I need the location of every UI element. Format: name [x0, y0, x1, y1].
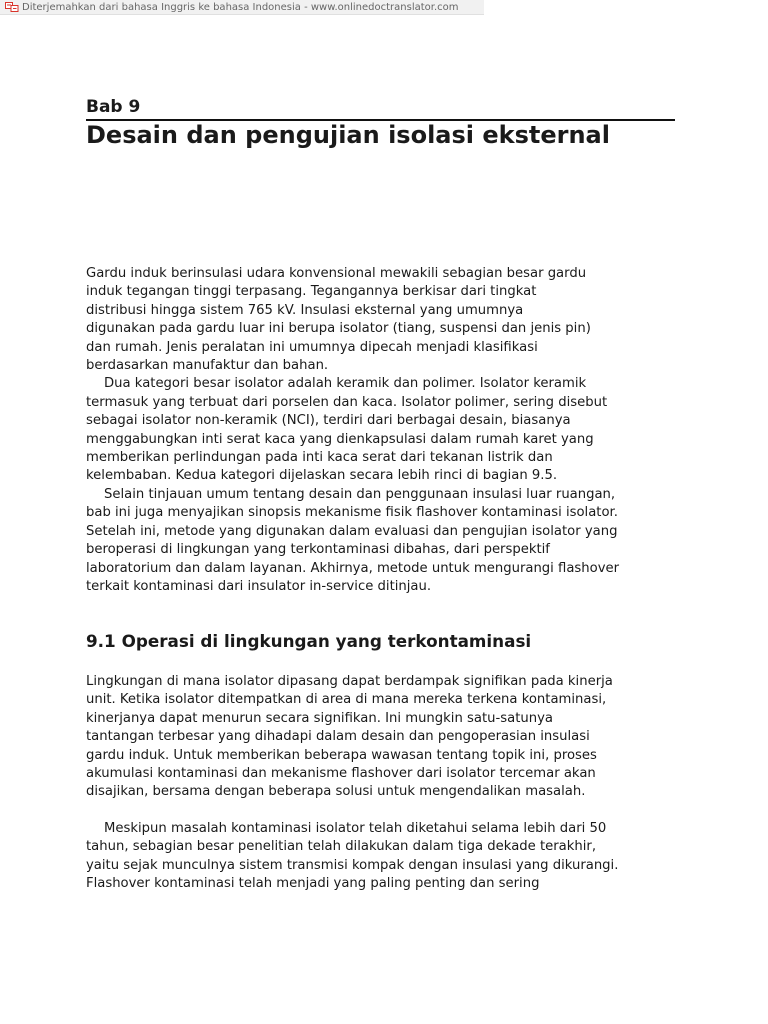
text-line: tantangan terbesar yang dihadapi dalam desain dan pengoperasian insulasi [86, 729, 590, 745]
text-line: laboratorium dan dalam layanan. Akhirnya, metode untuk mengurangi flashover [86, 560, 620, 576]
text-line: gardu induk. Untuk memberikan beberapa wawasan tentang topik ini, proses [86, 747, 597, 763]
intro-paragraph-3 [86, 486, 686, 596]
text-line: kelembaban. Kedua kategori dijelaskan secara lebih rinci di bagian 9.5. [86, 468, 558, 484]
text-line: Meskipun masalah kontaminasi isolator telah diketahui selama lebih dari 50 [104, 821, 607, 836]
translator-banner-text[interactable]: Diterjemahkan dari bahasa Inggris ke bahasa Indonesia - www.onlinedoctranslator.com [22, 1, 459, 13]
section-heading: 9.1 Operasi di lingkungan yang terkontaminasi [86, 631, 532, 651]
text-line: berdasarkan manufaktur dan bahan. [86, 358, 329, 374]
text-line: terkait kontaminasi dari insulator in-service ditinjau. [86, 578, 432, 594]
text-line: yaitu sejak munculnya sistem transmisi kompak dengan insulasi yang dikurangi. [86, 857, 619, 873]
text-line: Selain tinjauan umum tentang desain dan penggunaan insulasi luar ruangan, [104, 486, 616, 502]
text-line: digunakan pada gardu luar ini berupa isolator (tiang, suspensi dan jenis pin) [86, 321, 591, 337]
text-line: tahun, sebagian besar penelitian telah dilakukan dalam tiga dekade terakhir, [86, 839, 597, 855]
text-line: Gardu induk berinsulasi udara konvensional mewakili sebagian besar gardu [86, 266, 587, 281]
text-line: Lingkungan di mana isolator dipasang dapat berdampak signifikan pada kinerja [86, 674, 613, 689]
chapter-label: Bab 9 [86, 97, 141, 117]
intro-paragraph-1 [86, 265, 686, 375]
text-line: akumulasi kontaminasi dan mekanisme flashover dari isolator tercemar akan [86, 766, 596, 782]
text-line: Dua kategori besar isolator adalah keramik dan polimer. Isolator keramik [104, 376, 587, 392]
text-line: sebagai isolator non-keramik (NCI), terdiri dari berbagai desain, biasanya [86, 413, 571, 429]
text-line: Flashover kontaminasi telah menjadi yang paling penting dan sering [86, 876, 540, 892]
text-line: menggabungkan inti serat kaca yang dienkapsulasi dalam rumah karet yang [86, 431, 594, 447]
text-line: unit. Ketika isolator ditempatkan di area di mana mereka terkena kontaminasi, [86, 692, 607, 708]
text-line: dan rumah. Jenis peralatan ini umumnya dipecah menjadi klasifikasi [86, 339, 538, 355]
section-paragraph-2 [86, 820, 686, 894]
text-line: kinerjanya dapat menurun secara signifikan. Ini mungkin satu-satunya [86, 710, 553, 726]
text-line: memberikan perlindungan pada inti kaca serat dari tekanan listrik dan [86, 450, 553, 466]
chapter-title: Desain dan pengujian isolasi eksternal [86, 121, 610, 149]
text-line: bab ini juga menyajikan sinopsis mekanisme fisik flashover kontaminasi isolator. [86, 505, 618, 521]
text-line: beroperasi di lingkungan yang terkontaminasi dibahas, dari perspektif [86, 542, 550, 558]
section-paragraph-1 [86, 673, 686, 802]
intro-paragraph-2 [86, 375, 686, 485]
text-line: distribusi hingga sistem 765 kV. Insulasi eksternal yang umumnya [86, 302, 524, 318]
text-line: termasuk yang terbuat dari porselen dan kaca. Isolator polimer, sering disebut [86, 394, 608, 410]
text-line: Setelah ini, metode yang digunakan dalam evaluasi dan pengujian isolator yang [86, 523, 618, 539]
translator-logo-icon [5, 2, 19, 12]
intro-text [86, 265, 686, 596]
text-line: induk tegangan tinggi terpasang. Tegangannya berkisar dari tingkat [86, 284, 537, 300]
text-line: disajikan, bersama dengan beberapa solusi untuk mengendalikan masalah. [86, 784, 586, 800]
translator-banner[interactable] [0, 0, 484, 15]
